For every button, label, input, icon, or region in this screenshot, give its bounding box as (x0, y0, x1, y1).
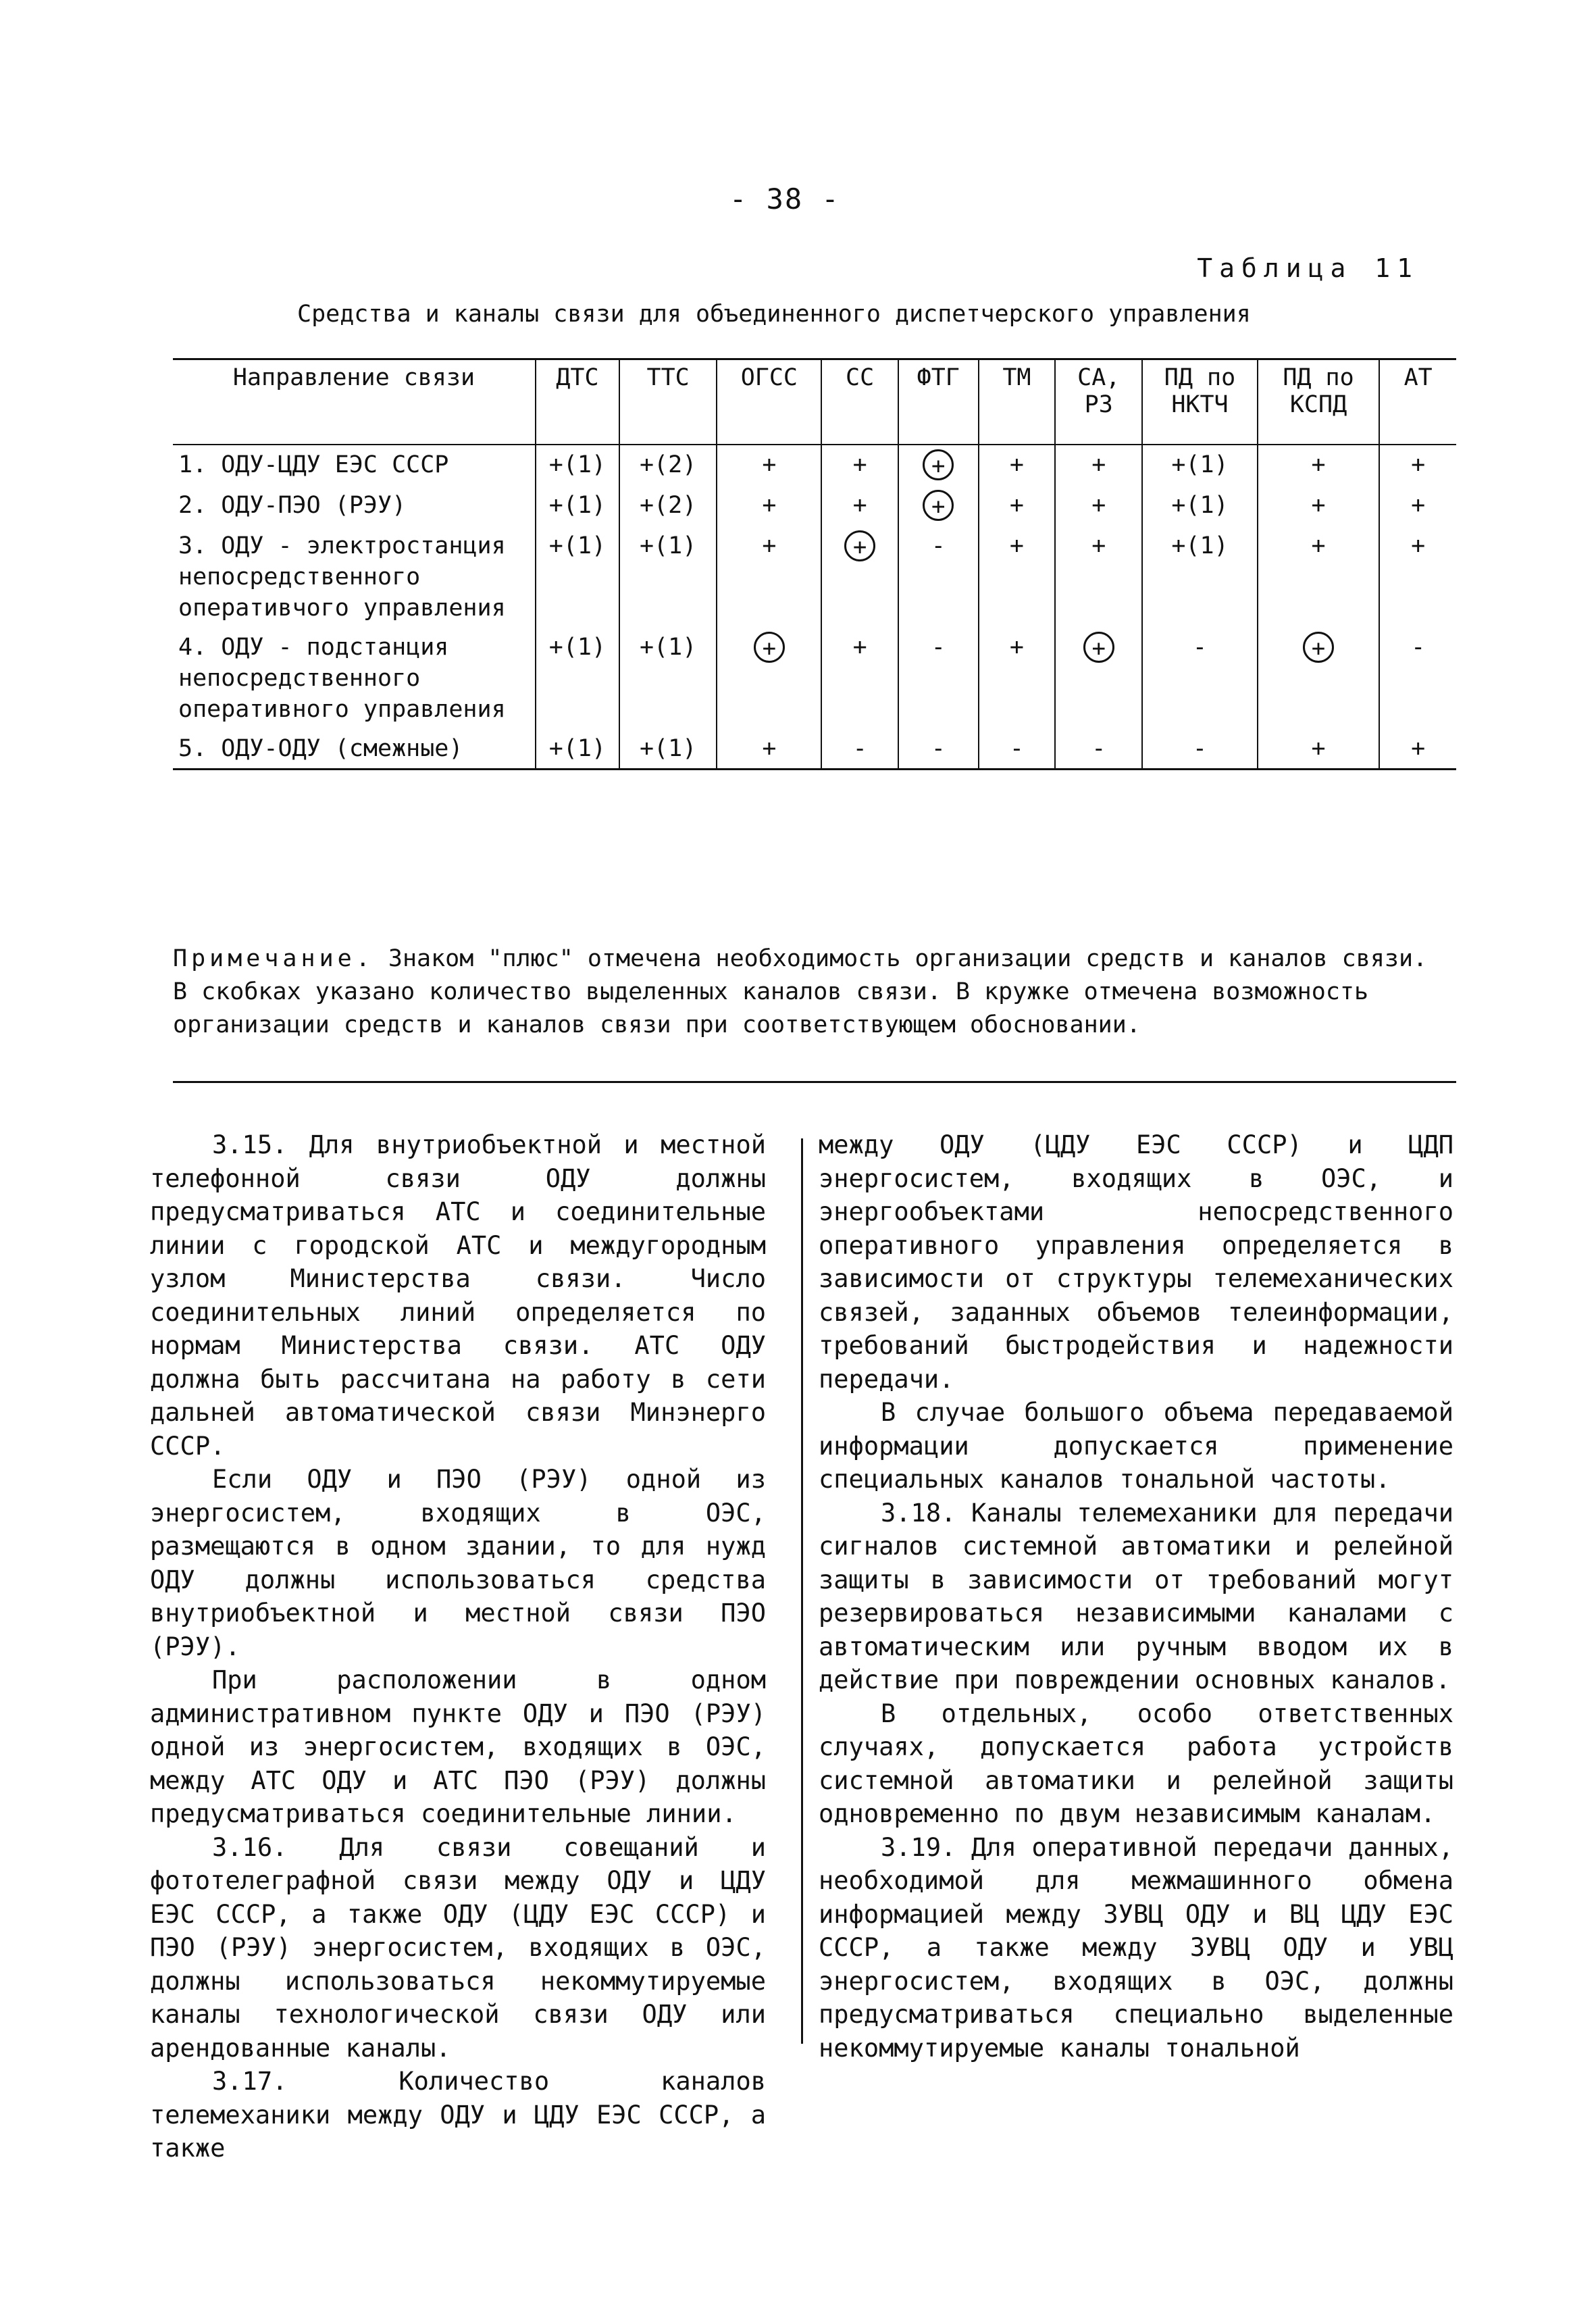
table-cell (1142, 526, 1257, 628)
cell-value: +(1) (1171, 451, 1229, 478)
table-cell (821, 729, 898, 770)
note-lead: Примечание. (173, 945, 374, 972)
table-cell (898, 729, 979, 770)
cell-value: + (852, 634, 867, 661)
table-cell (898, 526, 979, 628)
paragraph-3-17-continued: между ОДУ (ЦДУ ЕЭС СССР) и ЦДП энергосистем, входящих в ОЭС, и энергообъектами непосредственного оперативного управления определяется в зависимости от структуры телемеханических связей, заданных объемов телеинформации, требований быстродействия и надежности передачи. (819, 1130, 1453, 1394)
table-cell (979, 729, 1056, 770)
header-direction: Направление связи (173, 359, 536, 445)
table-cell (979, 628, 1056, 729)
header-dts: ДТС (536, 359, 619, 445)
cell-value: +(1) (1171, 532, 1229, 559)
cell-value: + (1411, 451, 1426, 478)
cell-value: + (852, 492, 867, 519)
circled-mark: + (844, 530, 875, 561)
table-cell (898, 486, 979, 526)
table-cell (898, 628, 979, 729)
paragraph: В случае большого объема передаваемой информации допускается применение специальных каналов тональной частоты. (819, 1398, 1453, 1494)
cell-value: + (852, 451, 867, 478)
cell-value: + (1091, 451, 1106, 478)
cell-value: - (1091, 735, 1106, 762)
cell-value: + (762, 735, 777, 762)
table-cell (1379, 526, 1456, 628)
table-cell (1258, 445, 1380, 486)
table-row (173, 486, 1456, 526)
cell-value: +(1) (548, 532, 607, 559)
table-cell (717, 729, 821, 770)
table-row (173, 526, 1456, 628)
communications-table (173, 358, 1456, 770)
table-cell (619, 445, 717, 486)
table-cell (619, 526, 717, 628)
table-cell (1055, 526, 1142, 628)
table-cell (1142, 729, 1257, 770)
paragraph: Если ОДУ и ПЭО (РЭУ) одной из энергосистем, входящих в ОЭС, размещаются в одном здании, то для нужд ОДУ должны использоваться средства внутриобъектной и местной связи ПЭО (РЭУ). (150, 1465, 766, 1661)
row-direction: 1. ОДУ-ЦДУ ЕЭС СССР (173, 445, 536, 486)
table-row (173, 628, 1456, 729)
table-note (173, 942, 1443, 1042)
cell-value: +(1) (548, 735, 607, 762)
header-ss: СС (821, 359, 898, 445)
table-cell (536, 486, 619, 526)
cell-value: + (1311, 451, 1326, 478)
table-title: Средства и каналы связи для объединенного диспетчерского управления (297, 301, 1251, 328)
table-cell (1258, 628, 1380, 729)
cell-value: + (1009, 532, 1024, 559)
cell-value: - (852, 735, 867, 762)
table-cell (1258, 526, 1380, 628)
circled-mark: + (923, 449, 954, 480)
table-cell (619, 729, 717, 770)
table-cell (821, 486, 898, 526)
table-cell (1142, 486, 1257, 526)
cell-value: +(1) (548, 492, 607, 519)
paragraph: В отдельных, особо ответственных случаях, допускается работа устройств системной автоматики и релейной защиты одновременно по двум независимым каналам. (819, 1699, 1453, 1828)
table-cell (1379, 486, 1456, 526)
table-cell (1055, 628, 1142, 729)
table-cell (821, 628, 898, 729)
cell-value: + (1009, 492, 1024, 519)
cell-value: +(2) (639, 492, 697, 519)
cell-value: + (1411, 735, 1426, 762)
note-divider (173, 1081, 1456, 1083)
cell-value: - (1009, 735, 1024, 762)
table-cell (536, 445, 619, 486)
cell-value: + (1311, 532, 1326, 559)
table-cell (717, 628, 821, 729)
cell-value: + (1311, 735, 1326, 762)
table-cell (717, 445, 821, 486)
cell-value: + (762, 532, 777, 559)
cell-value: + (762, 492, 777, 519)
table-cell (1258, 729, 1380, 770)
cell-value: +(1) (548, 451, 607, 478)
cell-value: - (1411, 634, 1426, 661)
header-pd-kspd: ПД по КСПД (1258, 359, 1380, 445)
page-number: - 38 - (729, 182, 840, 216)
table-cell (619, 628, 717, 729)
table-header-row (173, 359, 1456, 445)
paragraph: При расположении в одном административном пункте ОДУ и ПЭО (РЭУ) одной из энергосистем, входящих в ОЭС, между АТС ОДУ и АТС ПЭО (РЭУ) должны предусматриваться соединительные линии. (150, 1665, 766, 1828)
column-divider (801, 1138, 803, 2044)
cell-value: - (931, 532, 946, 559)
table-cell (1379, 628, 1456, 729)
cell-value: +(1) (548, 634, 607, 661)
table-cell (1379, 729, 1456, 770)
left-text-column (150, 1128, 766, 2165)
cell-value: +(1) (639, 735, 697, 762)
table-cell (1258, 486, 1380, 526)
table-cell (1055, 486, 1142, 526)
header-tm: ТМ (979, 359, 1056, 445)
cell-value: +(2) (639, 451, 697, 478)
paragraph-3-19: 3.19. Для оперативной передачи данных, необходимой для межмашинного обмена информацией между ЗУВЦ ОДУ и ВЦ ЦДУ ЕЭС СССР, а также между ЗУВЦ ОДУ и УВЦ энергосистем, входящих в ОЭС, должны предусматриваться специально выделенные некоммутируемые каналы тональной (819, 1832, 1453, 2063)
cell-value: - (1192, 634, 1207, 661)
paragraph-3-18: 3.18. Каналы телемеханики для передачи сигналов системной автоматики и релейной защиты в зависимости от требований могут резервироваться независимыми каналами с автоматическим или ручным вводом их в действие при повреждении основных каналов. (819, 1498, 1453, 1694)
cell-value: + (1009, 634, 1024, 661)
circled-mark: + (754, 632, 785, 663)
cell-value: + (1411, 532, 1426, 559)
cell-value: +(1) (1171, 492, 1229, 519)
cell-value: + (1311, 492, 1326, 519)
cell-value: + (1009, 451, 1024, 478)
cell-value: - (931, 735, 946, 762)
header-ftg: ФТГ (898, 359, 979, 445)
table-cell (821, 526, 898, 628)
paragraph-3-17: 3.17. Количество каналов телемеханики между ОДУ и ЦДУ ЕЭС СССР, а также (150, 2067, 766, 2163)
cell-value: + (1091, 532, 1106, 559)
table-cell (1379, 445, 1456, 486)
cell-value: - (931, 634, 946, 661)
header-tts: ТТС (619, 359, 717, 445)
table-cell (1142, 628, 1257, 729)
table-row (173, 445, 1456, 486)
cell-value: - (1192, 735, 1207, 762)
table-cell (821, 445, 898, 486)
circled-mark: + (923, 490, 954, 521)
right-text-column (819, 1128, 1453, 2065)
table-cell (1142, 445, 1257, 486)
header-sa-rz: СА, РЗ (1055, 359, 1142, 445)
row-direction: 3. ОДУ - электростанция непосредственного оперативчого управления (173, 526, 536, 628)
row-direction: 5. ОДУ-ОДУ (смежные) (173, 729, 536, 770)
table-cell (536, 628, 619, 729)
paragraph-3-15: 3.15. Для внутриобъектной и местной телефонной связи ОДУ должны предусматриваться АТС и соединительные линии с городской АТС и междугородным узлом Министерства связи. Число соединительных линий определяется по нормам Министерства связи. АТС ОДУ должна быть рассчитана на работу в сети дальней автоматической связи Минэнерго СССР. (150, 1130, 766, 1461)
header-at: АТ (1379, 359, 1456, 445)
header-ogss: ОГСС (717, 359, 821, 445)
table-cell (1055, 729, 1142, 770)
table-cell (717, 526, 821, 628)
table-cell (536, 526, 619, 628)
circled-mark: + (1083, 632, 1114, 663)
circled-mark: + (1303, 632, 1334, 663)
table-cell (1055, 445, 1142, 486)
table-cell (979, 486, 1056, 526)
cell-value: +(1) (639, 532, 697, 559)
table-cell (979, 445, 1056, 486)
table-row (173, 729, 1456, 770)
row-direction: 2. ОДУ-ПЭО (РЭУ) (173, 486, 536, 526)
paragraph-3-16: 3.16. Для связи совещаний и фототелеграфной связи между ОДУ и ЦДУ ЕЭС СССР, а также ОДУ (ЦДУ ЕЭС СССР) и ПЭО (РЭУ) энергосистем, входящих в ОЭС, должны использоваться некоммутируемые каналы технологической связи ОДУ или арендованные каналы. (150, 1832, 766, 2063)
table-cell (979, 526, 1056, 628)
note-text: Знаком "плюс" отмечена необходимость организации средств и каналов связи. В скобках указано количество выделенных каналов связи. В кружке отмечена возможность организации средств и каналов связи при соответствующем обосновании. (173, 945, 1428, 1038)
table-cell (717, 486, 821, 526)
table-cell (536, 729, 619, 770)
cell-value: +(1) (639, 634, 697, 661)
header-pd-nktch: ПД по НКТЧ (1142, 359, 1257, 445)
table-cell (898, 445, 979, 486)
row-direction: 4. ОДУ - подстанция непосредственного оперативного управления (173, 628, 536, 729)
table-label: Таблица 11 (1197, 253, 1419, 283)
cell-value: + (1091, 492, 1106, 519)
cell-value: + (762, 451, 777, 478)
table-cell (619, 486, 717, 526)
cell-value: + (1411, 492, 1426, 519)
